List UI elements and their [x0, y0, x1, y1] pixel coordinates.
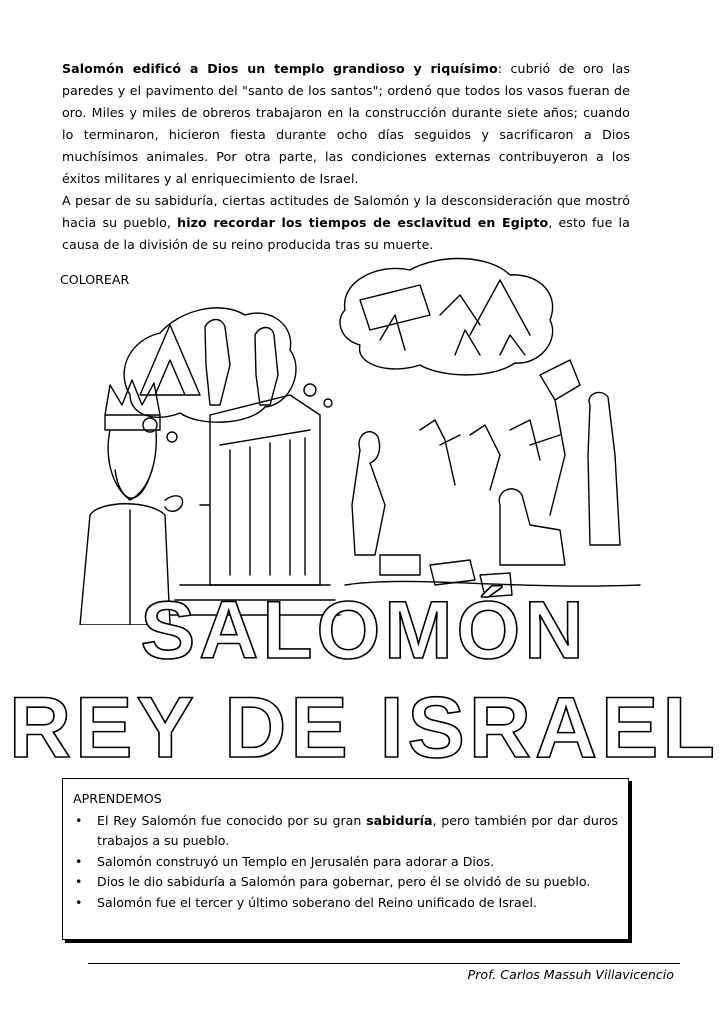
slaves-dragging: [360, 285, 525, 355]
aprendemos-list: [73, 811, 618, 914]
title-salomon: SALOMÓN: [140, 585, 588, 676]
worker-standing: [588, 392, 620, 545]
footer-author: Prof. Carlos Massuh Villavicencio: [467, 967, 674, 982]
list-item: [73, 852, 618, 873]
item-text: , pero también por dar duros trabajos a su pueblo.: [97, 812, 618, 848]
worker-carrying: [540, 360, 580, 515]
intro-paragraph-2: [62, 190, 630, 256]
list-item: [73, 872, 618, 893]
bullet-icon: •: [75, 894, 83, 910]
workers-group: [470, 420, 560, 490]
intro-paragraph-1: [62, 58, 630, 190]
bubble-dot: [304, 384, 316, 396]
king-hand: [165, 496, 183, 511]
footer-divider: [88, 963, 680, 964]
colorear-label: COLOREAR: [60, 272, 130, 287]
aprendemos-box: [62, 778, 629, 940]
pyramid-left: [140, 325, 200, 395]
item-text: Salomón fue el tercer y último soberano del Reino unificado de Israel.: [97, 894, 537, 910]
bullet-icon: •: [75, 853, 83, 869]
aprendemos-heading: APRENDEMOS: [73, 791, 162, 806]
item-text: Salomón construyó un Templo en Jerusalén para adorar a Dios.: [97, 853, 495, 869]
intro-bold-start: Salomón edificó a Dios un templo grandioso y riquísimo: [62, 61, 498, 76]
bullet-icon: •: [75, 874, 83, 889]
egyptian-figure-1: [205, 320, 230, 406]
list-item: [73, 893, 618, 914]
intro-text: [62, 58, 630, 256]
bubble-dot: [167, 432, 177, 442]
king-beard: [115, 470, 152, 498]
worker-1: [352, 432, 385, 555]
title-rey-de-israel: REY DE ISRAEL: [9, 680, 719, 776]
bubble-dot: [324, 399, 332, 407]
temple: [200, 395, 320, 585]
pyramid-right: [470, 280, 530, 335]
worker-2: [420, 420, 460, 485]
bullet-icon: •: [75, 812, 83, 828]
list-item: [73, 811, 618, 852]
intro-p2-end: , esto fue la causa de la división de su reino producida tras su muerte.: [62, 215, 630, 252]
king-face: [108, 430, 156, 500]
item-text: Dios le dio sabiduría a Salomón para gobernar, pero él se olvidó de su pueblo.: [97, 874, 591, 889]
intro-p2-start: A pesar de su sabiduría, ciertas actitudes de Salomón y la desconsideración que mostró hacia su pueblo,: [62, 193, 630, 230]
item-text: El Rey Salomón fue conocido por su gran: [97, 812, 367, 828]
intro-p2-bold: hizo recordar los tiempos de esclavitud en Egipto: [177, 215, 549, 230]
egyptian-figure-2: [255, 328, 278, 406]
coloring-illustration: [60, 255, 645, 625]
seated-man: [499, 489, 565, 565]
intro-rest: : cubrió de oro las paredes y el pavimento del "santo de los santos"; ordenó que todos los vasos fueran de oro. Miles y miles de obreros trabajaron en la construcción durante siete años; cuando lo terminaron, hicieron fiesta durante ocho días seguidos y sacrificaron a Dios muchísimos animales. Por otra parte, las condiciones externas contribuyeron a los éxitos militares y al enriquecimiento de Israel.: [62, 61, 630, 186]
item-bold: sabiduría: [366, 812, 433, 828]
